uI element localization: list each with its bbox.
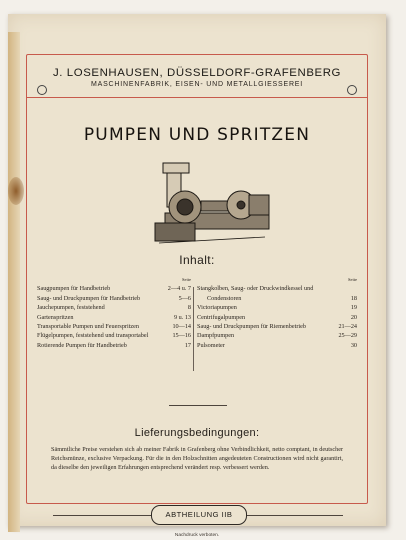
toc-row: Centrifugalpumpen 20 xyxy=(197,313,357,321)
company-name: J. LOSENHAUSEN, DÜSSELDORF-GRAFENBERG xyxy=(52,67,342,79)
toc-divider xyxy=(193,287,194,371)
pump-engraving-icon xyxy=(145,155,277,251)
page-frame xyxy=(26,54,368,538)
page-column-label: Seite xyxy=(182,277,191,282)
delivery-terms: Sämmtliche Preise verstehen sich ab meiner Fabrik in Grafenberg ohne Verbindlichkeit, netto comptant, in deutscher Reichsmünze, exclusive Verpackung. Für die in den Holzschnitten angedeuteten Constructionen wird nicht garantirt, da dieselbe den jeweiligen Erfahrungen entsprechend verändert resp. verbessert werden. xyxy=(51,446,343,471)
toc-row: Saug- und Druckpumpen für Riemenbetrieb 21—24 xyxy=(197,323,357,331)
toc-row: Victoriapumpen 19 xyxy=(197,304,357,312)
ornament-line-right xyxy=(245,515,343,516)
toc-row: Gartenspritzen 9 u. 13 xyxy=(37,313,191,321)
toc-row: Dampfpumpen 25—29 xyxy=(197,332,357,340)
ornament-left-icon xyxy=(37,85,47,95)
stain-mark xyxy=(8,177,24,205)
header-rule xyxy=(27,97,367,98)
toc-row: Condenstoren 18 xyxy=(207,294,357,302)
section-rule xyxy=(169,405,227,406)
ornament-right-icon xyxy=(347,85,357,95)
toc-row: Jauchepumpen, feststehend 8 xyxy=(37,304,191,312)
toc-row: Stangkolben, Saug- oder Druckwindkessel und xyxy=(197,285,314,293)
toc-row: Rotierende Pumpen für Handbetrieb 17 xyxy=(37,341,191,349)
page-title: PUMPEN UND SPRITZEN xyxy=(83,125,311,145)
page-column-label: Seite xyxy=(348,277,357,282)
section-label: ABTHEILUNG IIB xyxy=(151,505,247,525)
toc-row: Flügelpumpen, feststehend und transportabel 15—16 xyxy=(37,332,191,340)
toc-right-column xyxy=(197,275,357,350)
toc-row: Saug- und Druckpumpen für Handbetrieb 5—6 xyxy=(37,294,191,302)
delivery-heading: Lieferungsbedingungen: xyxy=(134,427,260,439)
toc-row: Pulsometer 30 xyxy=(197,341,357,349)
footer-note: Nachdruck verboten. xyxy=(174,533,220,538)
company-subtitle: MASCHINENFABRIK, EISEN- UND METALLGIESSEREI xyxy=(90,81,304,88)
toc-heading: Inhalt: xyxy=(179,253,215,267)
ornament-line-left xyxy=(53,515,151,516)
toc-row: Saugpumpen für Handbetrieb 2—4 u. 7 xyxy=(37,285,191,293)
toc-left-column xyxy=(37,275,191,350)
catalog-page xyxy=(8,14,386,538)
page-edge xyxy=(8,32,20,532)
toc-row: Transportable Pumpen und Feuerspritzen 10—14 xyxy=(37,323,191,331)
